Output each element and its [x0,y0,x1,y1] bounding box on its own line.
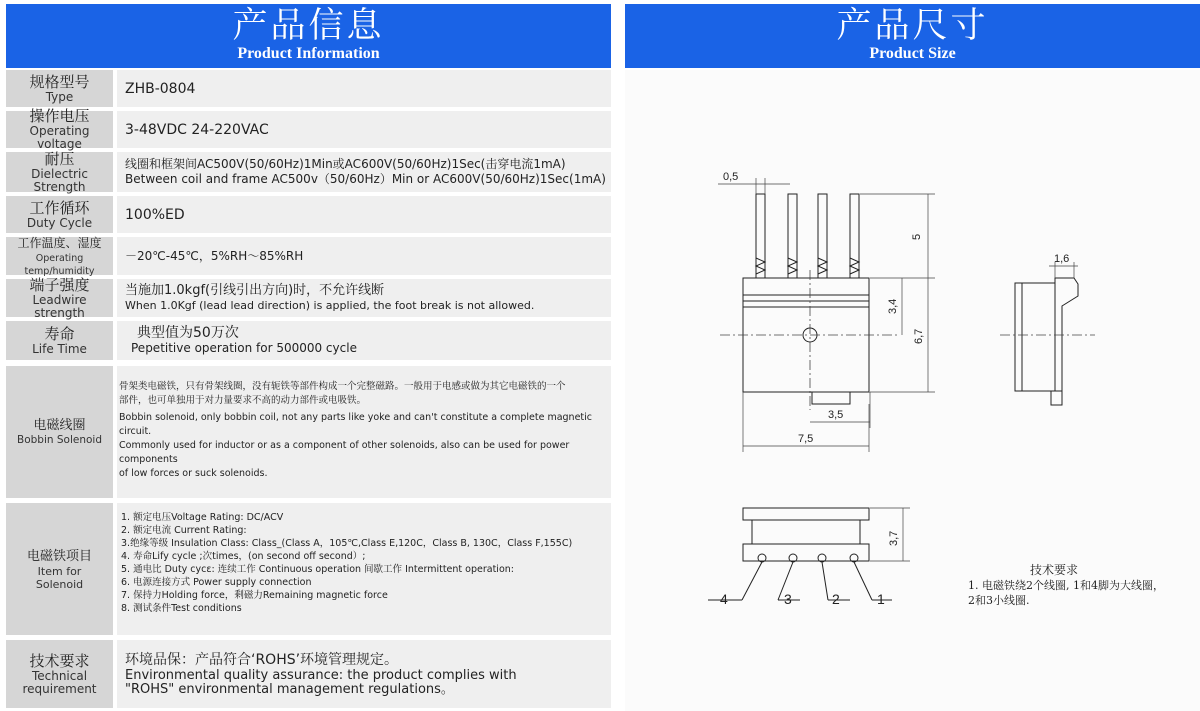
dim-half-width: 3,5 [828,409,844,421]
life-en: Pepetitive operation for 500000 cycle [131,340,357,355]
label-zh: 技术要求 [29,651,90,670]
item-line: 7. 保持力Holding force，剩磁力Remaining magnetic force [121,590,388,601]
header-size-en: Product Size [869,45,956,62]
dielectric-en: Between coil and frame AC500v（50/60Hz）Min or AC600V(50/60Hz)1Sec(1mA) [125,172,606,186]
drawing-tech-title: 技术要求 [1030,563,1079,577]
duty-value: 100%ED [125,206,185,223]
label-zh: 规格型号 [29,72,90,91]
dielectric-zh: 线圈和框架间AC500V(50/60Hz)1Min或AC600V(50/60Hz)1Sec(击穿电流1mA) [125,157,566,171]
pin-label-4: 4 [720,591,728,607]
header-size-zh: 产品尺寸 [836,6,989,46]
label-en: Life Time [32,341,87,356]
item-line: 1. 额定电压Voltage Rating: DC/ACV [121,512,284,523]
pin-label-1: 1 [877,591,885,607]
label-zh: 工作循环 [29,198,90,217]
label-zh: 端子强度 [29,275,90,294]
label-en: Item for Solenoid [35,564,84,591]
leadwire-zh: 当施加1.0kgf(引线引出方向)时，不允许线断 [125,283,385,298]
dim-side-width: 1,6 [1054,253,1070,265]
bobbin-line: 骨架类电磁铁，只有骨架线圈，没有轭铁等部件构成一个完整磁路。一般用于电感或做为其它电磁铁的一个 [119,381,566,392]
item-line: 8. 测试条件Test conditions [121,603,242,614]
header-title-en: Product Information [237,45,380,62]
dim-pin-length: 5 [911,233,923,240]
bobbin-line: of low forces or suck solenoids. [119,468,268,479]
bobbin-line: Commonly used for inductor or as a component of other solenoids, also can be used for power components [119,440,570,465]
bobbin-line: Bobbin solenoid, only bobbin coil, not any parts like yoke and can't constitute a complete magnetic circuit. [119,412,593,437]
pin-label-2: 2 [832,591,840,607]
temp-value: －20℃-45℃，5%RH～85%RH [125,248,304,263]
pin-label-3: 3 [784,591,792,607]
dim-pin-width: 0,5 [723,171,739,183]
label-en: Duty Cycle [26,215,93,230]
bobbin-line: 部件，也可单独用于对力量要求不高的动力部件或电吸铁。 [119,395,367,406]
label-zh: 电磁铁项目 [26,548,92,564]
label-en: Operating voltage [29,124,90,151]
side-body [1015,283,1055,391]
label-en: Dielectric Strength [31,166,88,194]
tech-req-en: Environmental quality assurance: the product complies with "ROHS" environmental management regulations。 [125,668,517,697]
label-zh: 寿命 [44,324,75,343]
dim-body-width: 7,5 [798,433,814,445]
life-zh: 典型值为50万次 [137,324,239,341]
item-line: 5. 通电比 Duty cycε: 连续工作 Continuous operation 间歇工作 Intermittent operation: [121,564,514,575]
label-en: Bobbin Solenoid [17,434,102,446]
header-title-zh: 产品信息 [232,6,385,46]
drawing-tech-note: 1. 电磁铁绕2个线圈, 1和4脚为大线圈，2和3小线圈. [968,579,1164,607]
type-value: ZHB-0804 [125,80,196,97]
label-zh: 电磁线圈 [33,418,86,433]
label-zh: 耐压 [44,149,75,168]
voltage-value: 3-48VDC 24-220VAC [125,121,269,138]
label-zh: 操作电压 [29,107,90,125]
label-en: Technical requirement [22,668,97,696]
tech-req-zh: 环境品保：产品符合‘ROHS’环境管理规定。 [125,652,399,668]
dim-body-height: 6,7 [913,328,925,344]
dim-bottom-height: 3,7 [888,530,900,546]
front-bottom-tab [812,392,850,404]
item-line: 2. 额定电流 Current Rating: [121,525,247,536]
bottom-plate [743,508,869,520]
leadwire-en: When 1.0Kgf (lead lead direction) is applied, the foot break is not allowed. [125,299,535,312]
label-en: Type [45,89,74,104]
dim-half-height: 3,4 [887,298,899,314]
label-zh: 工作温度、湿度 [17,235,102,250]
item-line: 4. 寿命Lify cycle ;次times，(on second off second）; [121,551,366,562]
item-line: 3.绝缘等级 Insulation Class: Class_(Class A，105℃,Class E,120C，Class B, 130C，Class F,155C) [121,538,573,549]
item-line: 6. 电源连接方式 Power supply connection [121,577,312,588]
label-en: Leadwire strength [32,292,87,320]
label-en: Operating temp/humidity [24,252,95,277]
